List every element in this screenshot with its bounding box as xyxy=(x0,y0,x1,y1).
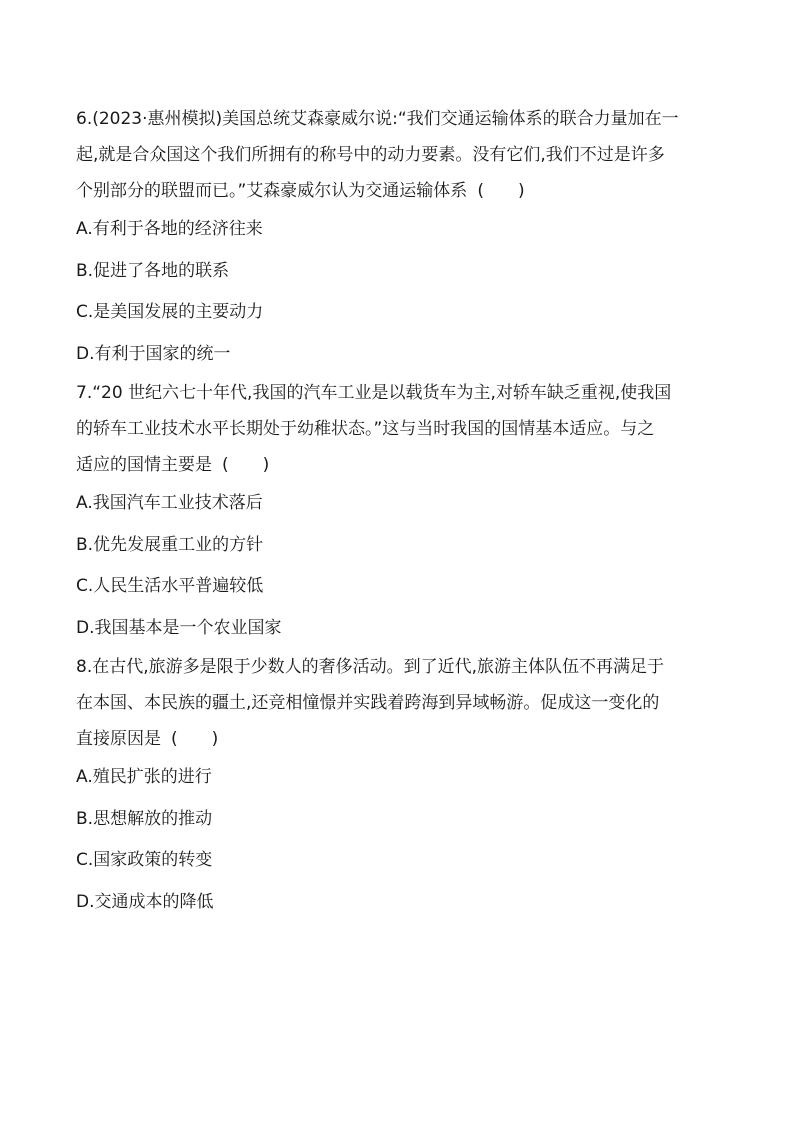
option-d: D.有利于国家的统一 xyxy=(76,343,231,364)
question-stem-text: 直接原因是 xyxy=(76,729,161,749)
option-b: B.思想解放的推动 xyxy=(76,808,213,829)
question-stem-line: 起,就是合众国这个我们所拥有的称号中的动力要素。没有它们,我们不过是许多 xyxy=(76,145,665,165)
answer-bracket: ( ) xyxy=(477,181,525,201)
question-7 xyxy=(76,375,722,649)
question-stem-line xyxy=(76,173,722,209)
question-stem-line: 在本国、本民族的疆土,还竞相憧憬并实践着跨海到异域畅游。促成这一变化的 xyxy=(76,693,660,713)
question-stem-line xyxy=(76,721,722,757)
question-list xyxy=(76,101,722,923)
option-d: D.我国基本是一个农业国家 xyxy=(76,617,282,638)
option-a: A.我国汽车工业技术落后 xyxy=(76,493,263,513)
question-stem-line: 7.“20 世纪六七十年代,我国的汽车工业是以载货车为主,对轿车缺乏重视,使我国 xyxy=(76,383,672,403)
answer-bracket: ( ) xyxy=(222,455,270,475)
option-a: A.殖民扩张的进行 xyxy=(76,767,212,787)
question-stem-text: 适应的国情主要是 xyxy=(76,455,212,475)
question-stem-line: 6.(2023·惠州模拟)美国总统艾森豪威尔说:“我们交通运输体系的联合力量加在一 xyxy=(76,109,679,129)
question-6 xyxy=(76,101,722,375)
option-c: C.是美国发展的主要动力 xyxy=(76,302,264,322)
option-d: D.交通成本的降低 xyxy=(76,891,214,912)
option-c: C.国家政策的转变 xyxy=(76,850,213,870)
option-b: B.促进了各地的联系 xyxy=(76,260,230,281)
question-8 xyxy=(76,649,722,923)
question-stem-line: 的轿车工业技术水平长期处于幼稚状态。”这与当时我国的国情基本适应。与之 xyxy=(76,419,655,439)
option-b: B.优先发展重工业的方针 xyxy=(76,534,264,555)
answer-bracket: ( ) xyxy=(171,729,219,749)
question-stem-text: 个别部分的联盟而已。”艾森豪威尔认为交通运输体系 xyxy=(76,181,468,201)
option-a: A.有利于各地的经济往来 xyxy=(76,219,263,239)
question-stem-line: 8.在古代,旅游多是限于少数人的奢侈活动。到了近代,旅游主体队伍不再满足于 xyxy=(76,657,665,677)
option-c: C.人民生活水平普遍较低 xyxy=(76,576,264,596)
question-stem-line xyxy=(76,447,722,483)
